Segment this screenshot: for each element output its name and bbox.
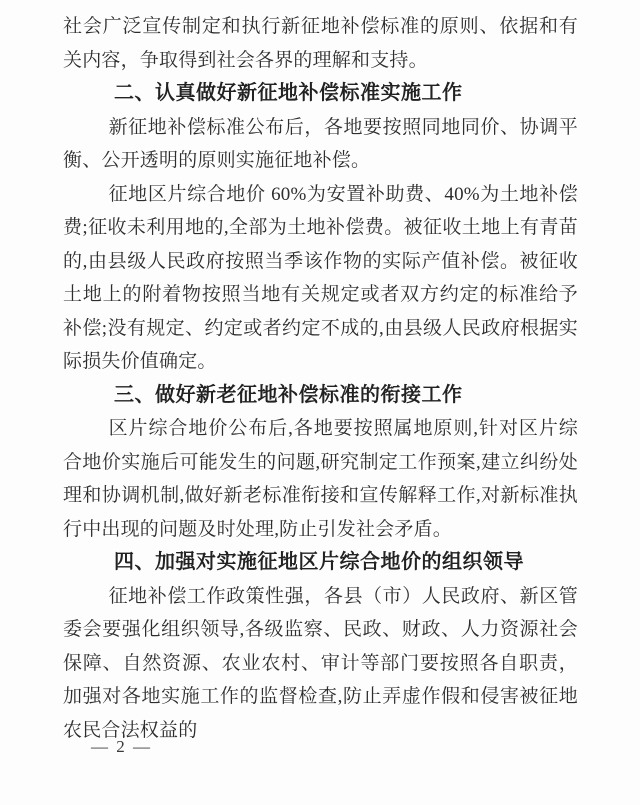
section-heading-3: 三、做好新老征地补偿标准的衔接工作: [114, 383, 463, 406]
paragraph-implementation-principles: 新征地补偿标准公布后，各地要按照同地同价、协调平衡、公开透明的原则实施征地补偿。: [63, 116, 578, 171]
paragraph-organizational-leadership: 征地补偿工作政策性强，各县（市）人民政府、新区管委会要强化组织领导,各级监察、民政、财政、人力资源社会保障、自然资源、农业农村、审计等部门要按照各自职责，加强对各地实施工作的监督检查,防止弄虚作假和侵害被征地农民合法权益的: [63, 585, 578, 741]
section-heading-2: 二、认真做好新征地补偿标准实施工作: [114, 82, 463, 104]
page-number: — 2 —: [91, 737, 152, 756]
section-heading-4: 四、加强对实施征地区片综合地价的组织领导: [114, 551, 524, 573]
paragraph-transition-work: 区片综合地价公布后,各地要按照属地原则,针对区片综合地价实施后可能发生的问题,研究制定工作预案,建立纠纷处理和协调机制,做好新老标准衔接和宣传解释工作,对新标准执行中出现的问题及时处理,防止引发社会矛盾。: [63, 418, 578, 540]
paragraph-continuation: 社会广泛宣传制定和执行新征地补偿标准的原则、依据和有关内容，争取得到社会各界的理解和支持。: [63, 16, 578, 71]
paragraph-compensation-split: 征地区片综合地价 60%为安置补助费、40%为土地补偿费;征收未利用地的,全部为土地补偿费。被征收土地上有青苗的,由县级人民政府按照当季该作物的实际产值补偿。被征收土地上的附着物按照当地有关规定或者双方约定的标准给予补偿;没有规定、约定或者约定不成的,由县级人民政府根据实际损失价值确定。: [63, 183, 578, 372]
document-content: [63, 10, 578, 747]
